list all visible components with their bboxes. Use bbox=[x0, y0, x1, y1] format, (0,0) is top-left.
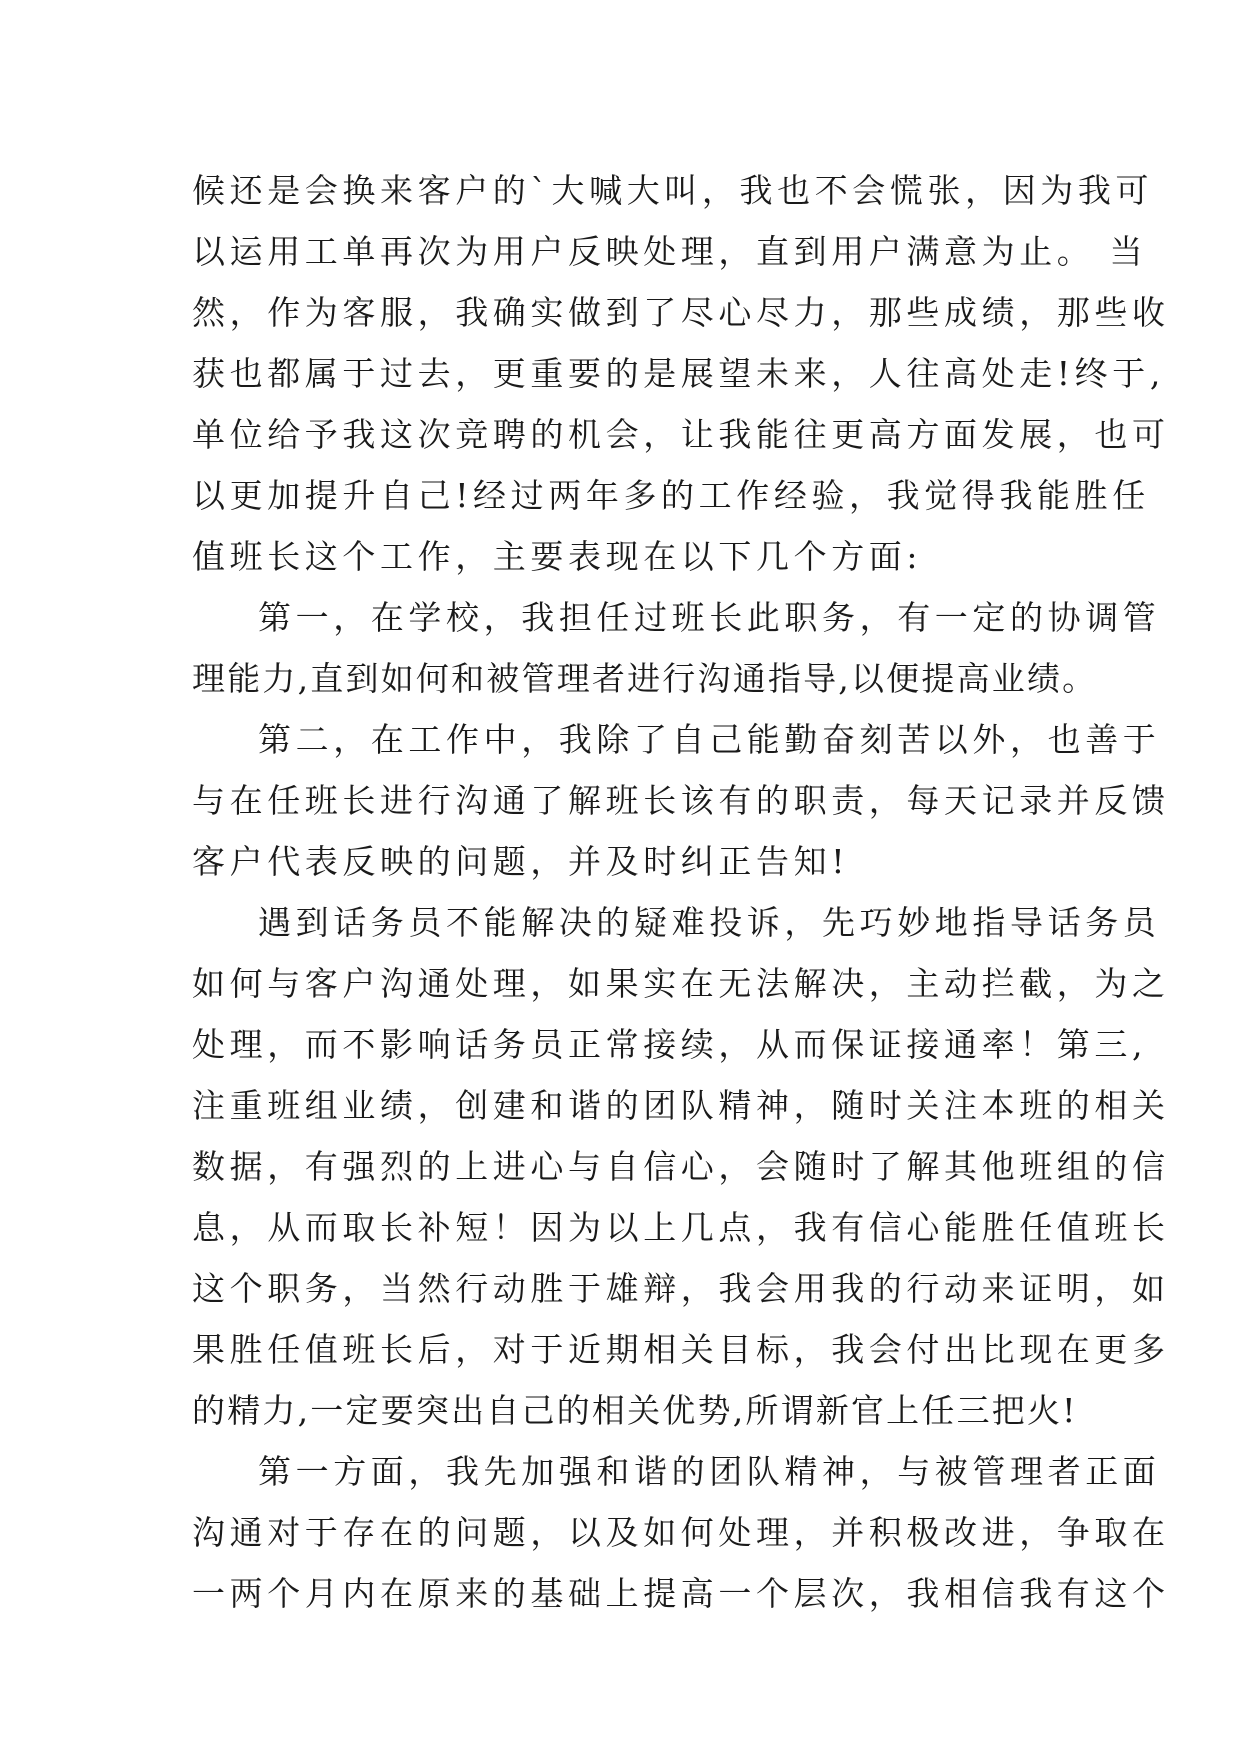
paragraph-first-line: 第一方面，我先加强和谐的团队精神，与被管理者正面 bbox=[258, 1452, 1161, 1491]
text-line: 客户代表反映的问题，并及时纠正告知! bbox=[192, 842, 850, 881]
text-line: 果胜任值班长后，对于近期相关目标，我会付出比现在更多 bbox=[192, 1330, 1170, 1369]
text-line: 处理，而不影响话务员正常接续，从而保证接通率！第三, bbox=[192, 1025, 1148, 1064]
text-line: 数据，有强烈的上进心与自信心，会随时了解其他班组的信 bbox=[192, 1147, 1170, 1186]
text-line: 理能力,直到如何和被管理者进行沟通指导,以便提高业绩。 bbox=[192, 659, 1098, 698]
paragraph-first-line: 第二，在工作中，我除了自己能勤奋刻苦以外，也善于 bbox=[258, 720, 1161, 759]
text-line: 息，从而取长补短！因为以上几点，我有信心能胜任值班长 bbox=[192, 1208, 1170, 1247]
text-line: 值班长这个工作，主要表现在以下几个方面: bbox=[192, 537, 923, 576]
text-line: 如何与客户沟通处理，如果实在无法解决，主动拦截，为之 bbox=[192, 964, 1170, 1003]
text-line: 获也都属于过去，更重要的是展望未来，人往高处走!终于, bbox=[192, 354, 1165, 393]
text-line: 沟通对于存在的问题，以及如何处理，并积极改进，争取在 bbox=[192, 1513, 1170, 1552]
text-line: 以更加提升自己!经过两年多的工作经验，我觉得我能胜任 bbox=[192, 476, 1150, 515]
text-line: 然，作为客服，我确实做到了尽心尽力，那些成绩，那些收 bbox=[192, 293, 1170, 332]
text-line: 这个职务，当然行动胜于雄辩，我会用我的行动来证明，如 bbox=[192, 1269, 1170, 1308]
paragraph-first-line: 第一，在学校，我担任过班长此职务，有一定的协调管 bbox=[258, 598, 1161, 637]
text-line: 注重班组业绩，创建和谐的团队精神，随时关注本班的相关 bbox=[192, 1086, 1170, 1125]
text-line: 单位给予我这次竞聘的机会，让我能往更高方面发展，也可 bbox=[192, 415, 1170, 454]
text-line: 与在任班长进行沟通了解班长该有的职责，每天记录并反馈 bbox=[192, 781, 1170, 820]
text-line: 以运用工单再次为用户反映处理，直到用户满意为止。 当 bbox=[192, 232, 1148, 271]
text-line: 候还是会换来客户的`大喊大叫，我也不会慌张，因为我可 bbox=[192, 171, 1154, 210]
text-line: 的精力,一定要突出自己的相关优势,所谓新官上任三把火! bbox=[192, 1391, 1078, 1430]
text-line: 一两个月内在原来的基础上提高一个层次，我相信我有这个 bbox=[192, 1574, 1170, 1613]
paragraph-first-line: 遇到话务员不能解决的疑难投诉，先巧妙地指导话务员 bbox=[258, 903, 1161, 942]
document-body bbox=[192, 160, 1170, 1624]
